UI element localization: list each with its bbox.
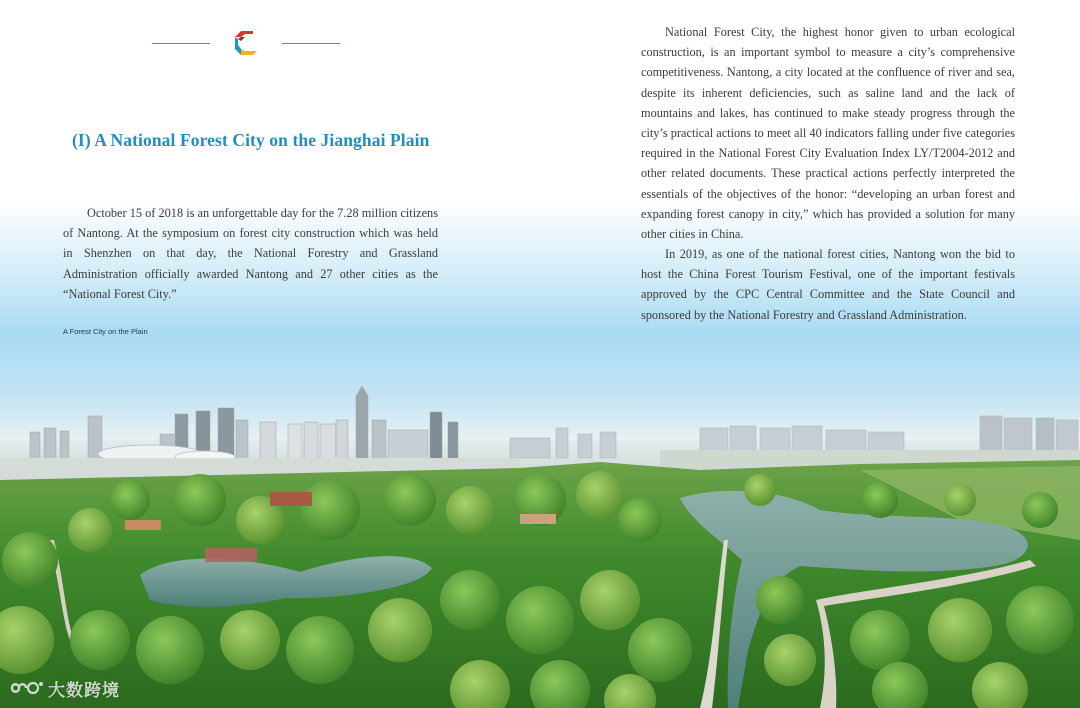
photo-caption: A Forest City on the Plain [63,327,148,336]
section-ornament [152,26,340,62]
paragraph-right-1: National Forest City, the highest honor given to urban ecological construction, is an important symbol to measure a city’s comprehensive competitiveness. Nantong, a city located at the confluence of river and sea, despite its inherent deficiencies, such as saline land and the lack of mountains and lakes, has continued to make steady progress through the city’s practical actions to meet all 40 indicators falling under five categories required in the National Forest City Evaluation Index LY/T2004-2012 and other related documents. These practical actions perfectly interpreted the essentials of the objectives of the honor: “developing an urban forest and expanding forest canopy in city,” which has provided a solution for many other cities in China. [641,25,1015,242]
infinity-logo-icon [10,679,44,697]
ornament-rule-left [152,43,210,44]
paragraph-left: October 15 of 2018 is an unforgettable day for the 7.28 million citizens of Nantong. At the symposium on forest city construction which was held in Shenzhen on that day, the National Forestry and Grassland Administration officially awarded Nantong and 27 other cities as the “National Forest City.” [63,206,438,301]
paragraph-right-2: In 2019, as one of the national forest cities, Nantong won the bid to host the China Forest Tourism Festival, one of the important festivals approved by the CPC Central Committee and the State Council and sponsored by the National Forestry and Grassland Administration. [641,247,1015,322]
section-heading: (I) A National Forest City on the Jianghai Plain [72,130,430,150]
ornament-rule-right [282,43,340,44]
section-logo-icon [231,27,261,59]
watermark [10,676,120,700]
watermark-text: 大数跨境 [48,680,120,701]
